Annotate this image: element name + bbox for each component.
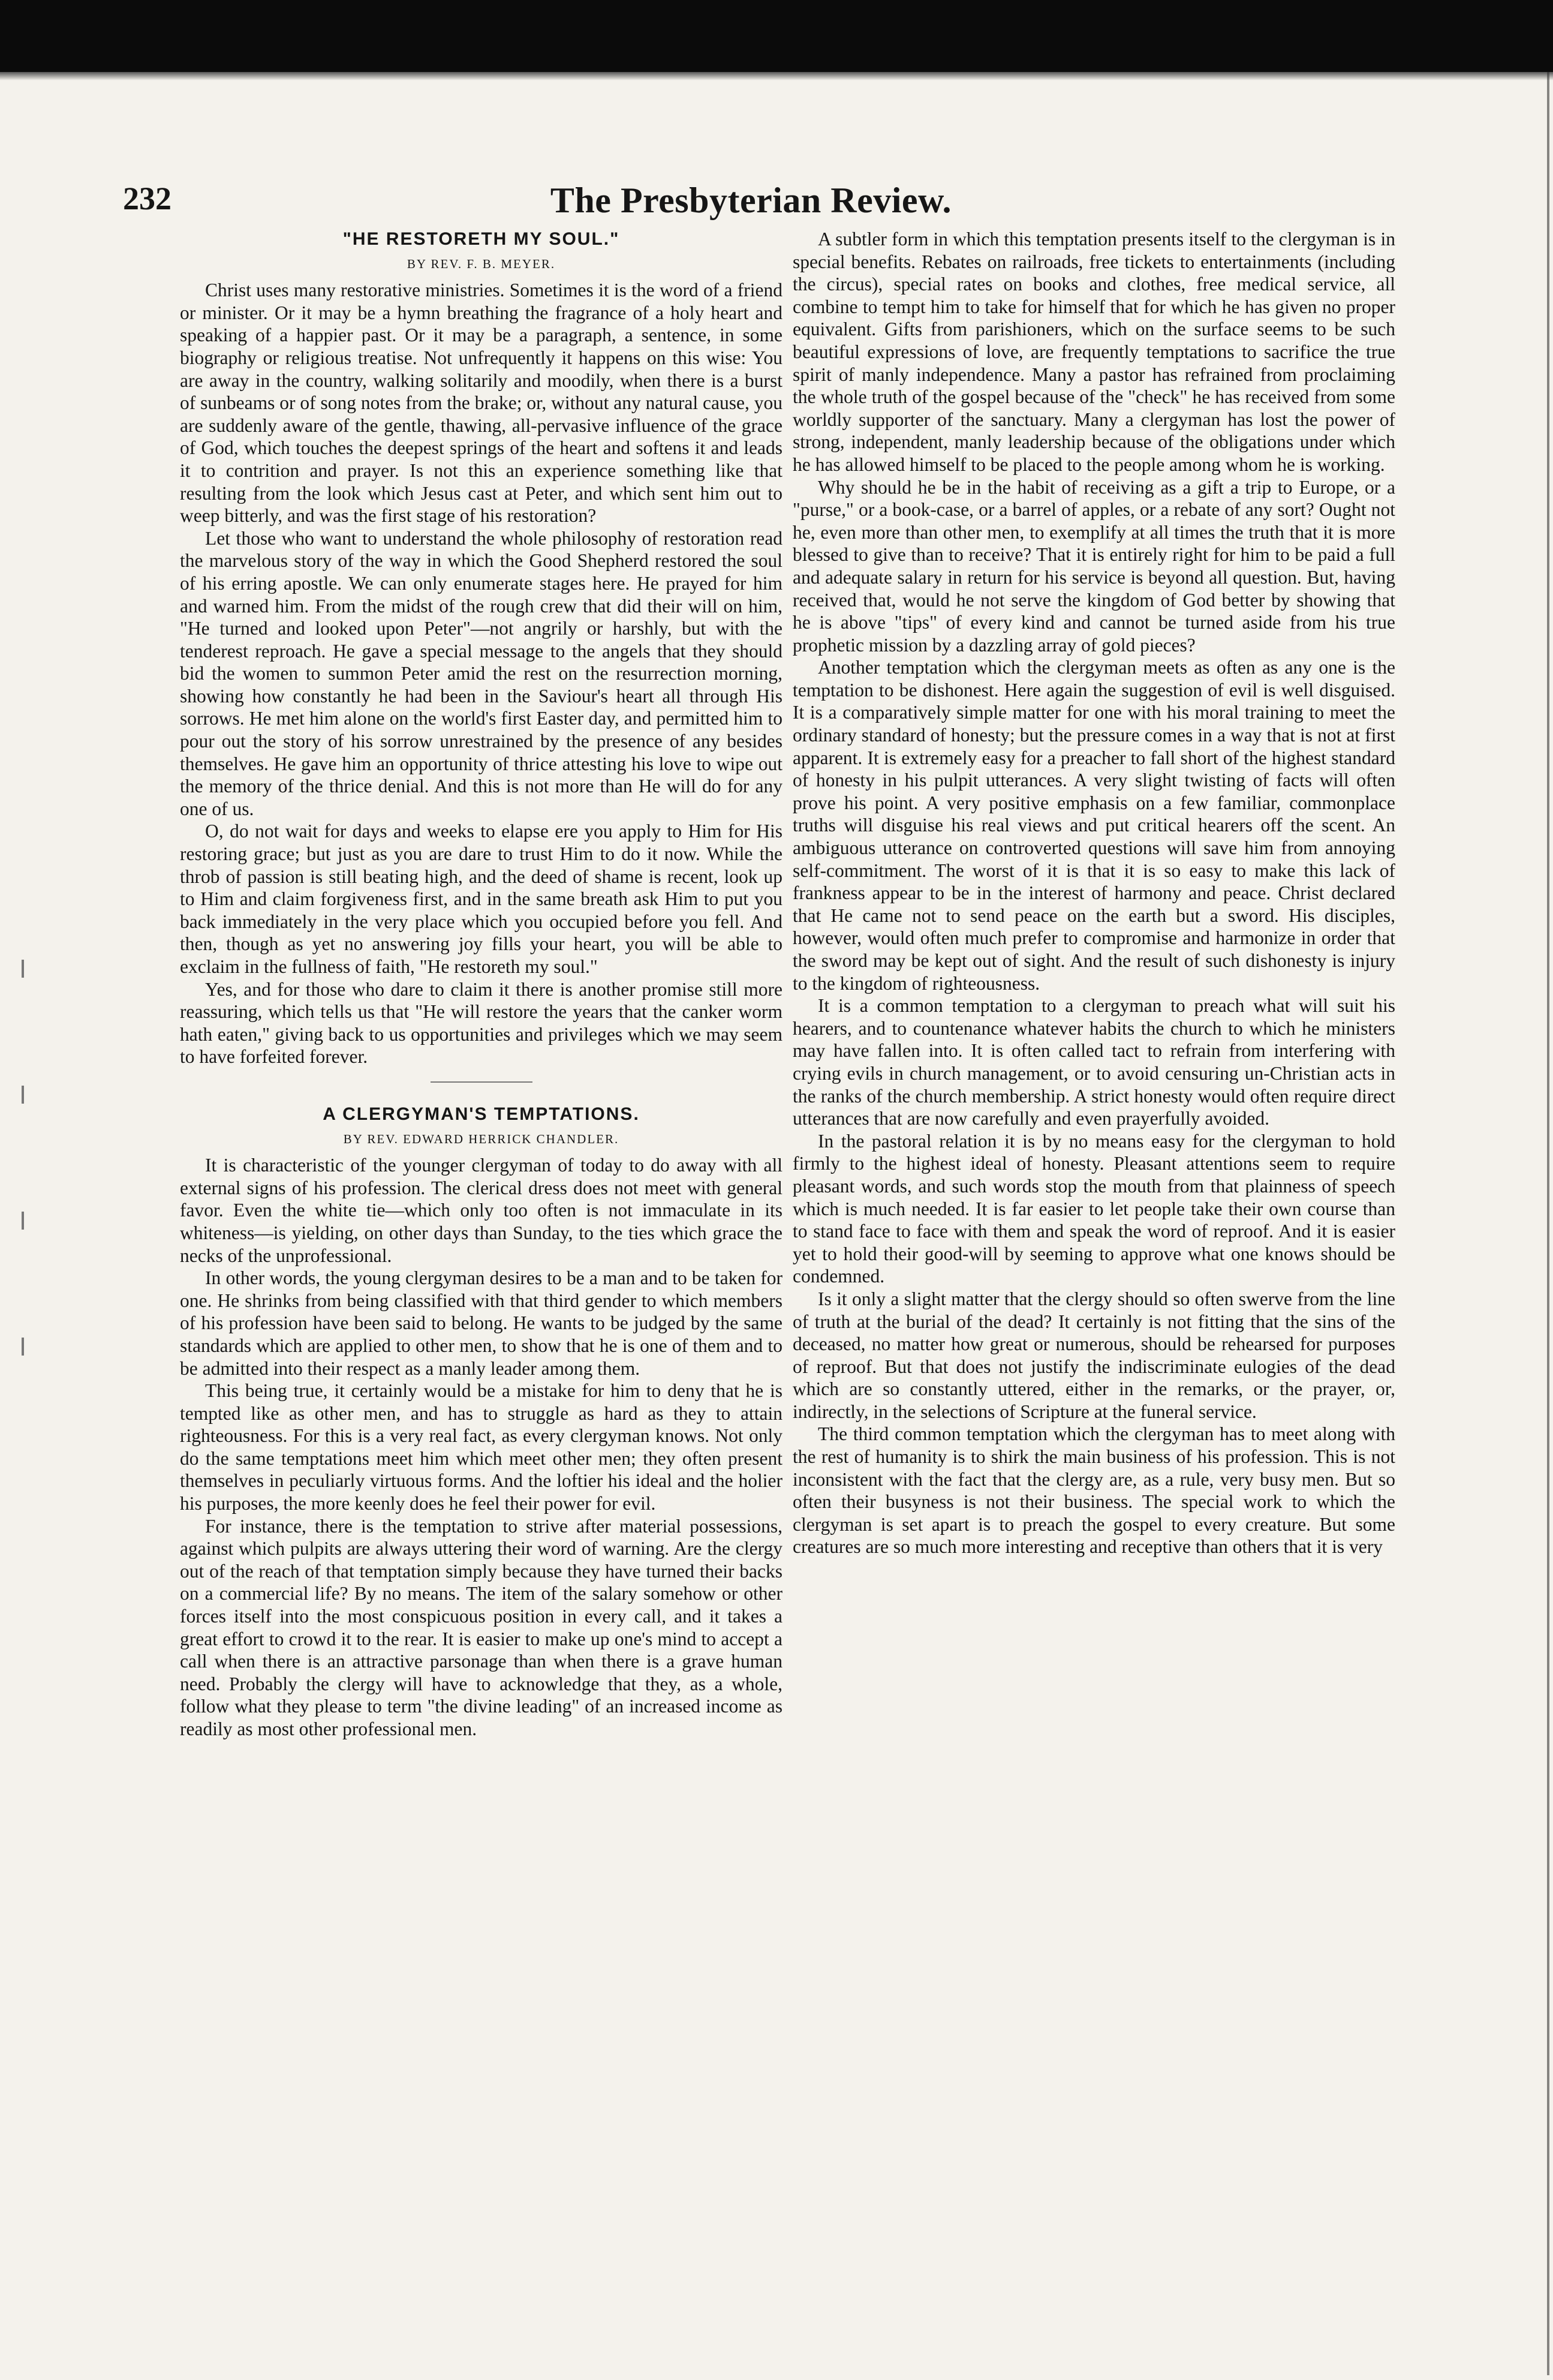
paragraph: In other words, the young clergyman desires to be a man and to be taken for one. He shrinks from being classified with that third gender to which members of his profession have been said to belong. He wants to be judged by the same standards which are applied to other men, to show that he is one of them and to be admitted into their respect as a manly leader among them.: [180, 1267, 782, 1379]
paragraph: A subtler form in which this temptation presents itself to the clergyman is in special benefits. Rebates on railroads, free tickets to entertainments (including the circus), special rates on books and clothes, free medical service, all combine to tempt him to take for himself that for which he has given no proper equivalent. Gifts from parishioners, which on the surface seems to be such beautiful expressions of love, are frequently temptations to sacrifice the true spirit of manly independence. Many a pastor has refrained from proclaiming the whole truth of the gospel because of the "check" he has received from some worldly supporter of the sanctuary. Many a clergyman has lost the power of strong, independent, manly leadership because of the obligations under which he has allowed himself to be placed to the people among whom he is working.: [793, 229, 1395, 475]
scan-border-top: [0, 0, 1553, 72]
paragraph: Is it only a slight matter that the clergy should so often swerve from the line of truth at the burial of the dead? It certainly is not fitting that the sins of the deceased, no matter how great or numerous, should be rehearsed for purposes of reproof. But that does not justify the indiscriminate eulogies of the dead which are so constantly uttered, either in the remarks, or the prayer, or, indirectly, in the selections of Scripture at the funeral service.: [793, 1288, 1395, 1422]
section-divider: [431, 1081, 532, 1083]
paragraph: O, do not wait for days and weeks to elapse ere you apply to Him for His restoring grace; but just as you are dare to trust Him to do it now. While the throb of passion is still beating high, and the deed of shame is recent, look up to Him and claim forgiveness first, and in the same breath ask Him to put you back immediately in the very place which you occupied before you fell. And then, though as yet no answering joy fills your heart, you will be able to exclaim in the fullness of faith, "He restoreth my soul.": [180, 821, 782, 977]
article-byline: BY REV. F. B. MEYER.: [407, 256, 556, 271]
article-title: A CLERGYMAN'S TEMPTATIONS.: [323, 1104, 640, 1124]
paragraph: This being true, it certainly would be a mistake for him to deny that he is tempted like as other men, and has to struggle as hard as they to attain righteousness. For this is a very real fact, as every clergyman knows. Not only do the same temptations meet him which meet other men; they often present themselves in peculiarly virtuous forms. And the loftier his ideal and the holier his purposes, the more keenly does he feel their power for evil.: [180, 1380, 782, 1514]
page-header: [123, 180, 1379, 220]
paragraph: Christ uses many restorative ministries. Sometimes it is the word of a friend or minister. Or it may be a hymn breathing the fragrance of a holy heart and speaking of a happier past. Or it may be a paragraph, a sentence, in some biography or religious treatise. Not unfrequently it happens on this wise: You are away in the country, walking solitarily and moodily, when there is a burst of sunbeams or of song notes from the brake; or, without any natural cause, you are suddenly aware of the gentle, thawing, all-pervasive influence of the grace of God, which touches the deepest springs of the heart and softens it and leads it to contrition and prayer. Is not this an experience something like that resulting from the look which Jesus cast at Peter, and which sent him out to weep bitterly, and was the first stage of his restoration?: [180, 280, 782, 527]
scan-specks: [22, 960, 24, 1464]
article-byline: BY REV. EDWARD HERRICK CHANDLER.: [343, 1131, 619, 1146]
paragraph: It is characteristic of the younger clergyman of today to do away with all external signs of his profession. The clerical dress does not meet with general favor. Even the white tie—which only too often is not immaculate in its whiteness—is yielding, on other days than Sunday, to the ties which grace the necks of the unprofessional.: [180, 1155, 782, 1266]
paragraph: Another temptation which the clergyman meets as often as any one is the temptation to be dishonest. Here again the suggestion of evil is well disguised. It is a comparatively simple matter for one with his moral training to meet the ordinary standard of honesty; but the pressure comes in a way that is not at first apparent. It is extremely easy for a preacher to fall short of the highest standard of honesty in his pulpit utterances. A very slight twisting of facts will often prove his point. A very positive emphasis on a few familiar, commonplace truths will disguise his real views and put critical hearers off the scent. An ambiguous utterance on controverted questions will save him from annoying self-commitment. The worst of it is that it is so easy to make this lack of frankness appear to be in the interest of harmony and peace. Christ declared that He came not to send peace on the earth but a sword. His disciples, however, would often much prefer to compromise and harmonize in order that the sword may be kept out of sight. And the result of such dishonesty is injury to the kingdom of righteousness.: [793, 657, 1395, 994]
column-left: [180, 228, 782, 2363]
article-title: "HE RESTORETH MY SOUL.": [342, 229, 620, 249]
paragraph: Yes, and for those who dare to claim it there is another promise still more reassuring, which tells us that "He will restore the years that the canker worm hath eaten," giving back to us opportunities and privileges which we may seem to have forfeited forever.: [180, 978, 782, 1068]
paragraph: The third common temptation which the clergyman has to meet along with the rest of humanity is to shirk the main business of his profession. This is not inconsistent with the fact that the clergy are, as a rule, very busy men. But so often their busyness is not their business. The special work to which the clergyman is set apart is to preach the gospel to every creature. But some creatures are so much more interesting and receptive than others that it is very: [793, 1423, 1395, 1558]
paragraph: Why should he be in the habit of receiving as a gift a trip to Europe, or a "purse," or a book-case, or a barrel of apples, or a rebate of any sort? Ought not he, even more than other men, to exemplify at all times the truth that it is more blessed to give than to receive? That it is entirely right for him to be paid a full and adequate salary in return for his service is beyond all question. But, having received that, would he not serve the kingdom of God better by showing that he is above "tips" of every kind and cannot be turned aside from his true prophetic mission by a dazzling array of gold pieces?: [793, 476, 1395, 656]
scan-edge-right: [1547, 72, 1549, 2375]
paragraph: In the pastoral relation it is by no means easy for the clergyman to hold firmly to the highest ideal of honesty. Pleasant attentions seem to require pleasant words, and such words stop the mouth from that plainness of speech which is much needed. It is far easier to let people take their own course than to stand face to face with them and speak the word of reproof. And it is easier yet to hold their good-will by seeming to approve what one knows should be condemned.: [793, 1130, 1395, 1287]
paragraph: For instance, there is the temptation to strive after material possessions, against which pulpits are always uttering their word of warning. Are the clergy out of the reach of that temptation simply because they have turned their backs on a commercial life? By no means. The item of the salary somehow or other forces itself into the most conspicuous position in every call, and it takes a great effort to crowd it to the rear. It is easier to make up one's mind to accept a call when there is an attractive parsonage than when there is a grave human need. Probably the clergy will have to acknowledge that they, as a whole, follow what they please to term "the divine leading" of an increased income as readily as most other professional men.: [180, 1515, 782, 1739]
column-right: [793, 228, 1395, 2363]
running-head: The Presbyterian Review.: [550, 181, 952, 220]
paragraph: It is a common temptation to a clergyman to preach what will suit his hearers, and to countenance whatever habits the church to which he ministers may have fallen into. It is often called tact to refrain from interfering with crying evils in church management, or to avoid censuring un-Christian acts in the ranks of the church membership. A strict honesty would often require direct utterances that are now carefully and even prayerfully avoided.: [793, 995, 1395, 1129]
paragraph: Let those who want to understand the whole philosophy of restoration read the marvelous story of the way in which the Good Shepherd restored the soul of his erring apostle. We can only enumerate stages here. He prayed for him and warned him. From the midst of the rough crew that did their will on him, "He turned and looked upon Peter"—not angrily or harshly, but with the tenderest reproach. He gave a special message to the angels that they should bid the women to summon Peter amid the rest on the resurrection morning, showing how constantly he had been in the Saviour's heart all through His sorrows. He met him alone on the world's first Easter day, and permitted him to pour out the story of his sorrow unrestrained by the presence of any besides themselves. He gave him an opportunity of thrice attesting his love to wipe out the memory of the thrice denial. And this is not more than He will do for any one of us.: [180, 527, 782, 819]
page-number: 232: [123, 181, 171, 217]
